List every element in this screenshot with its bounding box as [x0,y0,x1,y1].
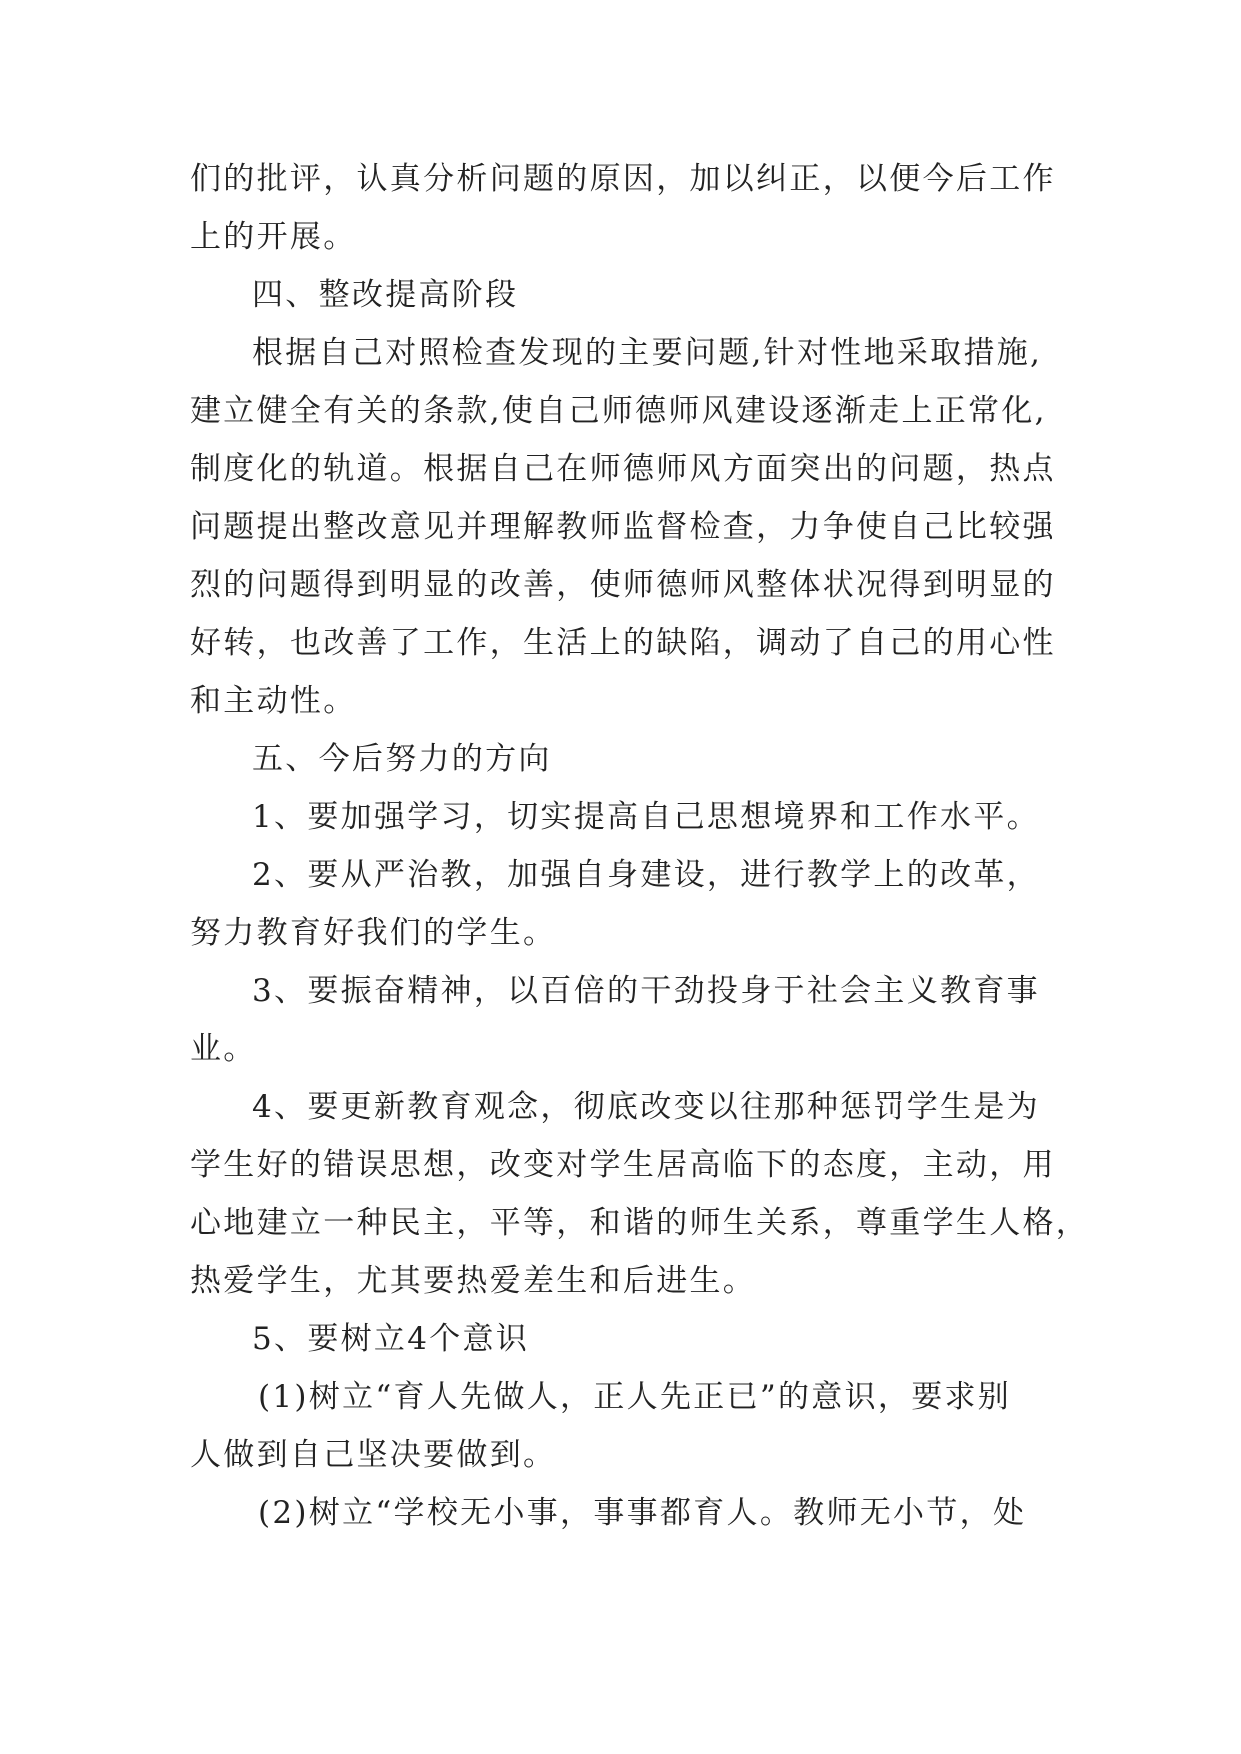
text-line: 努力教育好我们的学生。 [190,915,557,951]
text-line: 烈的问题得到明显的改善，使师德师风整体状况得到明显的 [190,567,1056,603]
sub-list-item: (1)树立“育人先做人，正人先正已”的意识，要求别 [258,1379,1012,1415]
text-line: 们的批评，认真分析问题的原因，加以纠正，以便今后工作 [190,161,1056,197]
document-body [190,150,1090,1542]
text-line: 建立健全有关的条款,使自己师德师风建设逐渐走上正常化, [190,393,1047,429]
list-item: 5、要树立4个意识 [252,1321,530,1357]
list-item: 4、要更新教育观念，彻底改变以往那种惩罚学生是为 [252,1089,1040,1125]
section-heading: 四、整改提高阶段 [252,277,519,313]
text-line: 热爱学生，尤其要热爱差生和后进生。 [190,1263,757,1299]
text-line: 制度化的轨道。根据自己在师德师风方面突出的问题，热点 [190,451,1056,487]
list-item: 1、要加强学习，切实提高自己思想境界和工作水平。 [252,799,1040,835]
text-line: 心地建立一种民主，平等，和谐的师生关系，尊重学生人格， [190,1205,1090,1241]
text-line: 学生好的错误思想，改变对学生居高临下的态度，主动，用 [190,1147,1056,1183]
text-line: 问题提出整改意见并理解教师监督检查，力争使自己比较强 [190,509,1056,545]
list-item: 3、要振奋精神，以百倍的干劲投身于社会主义教育事 [252,973,1040,1009]
text-line: 上的开展。 [190,219,357,255]
text-line: 和主动性。 [190,683,357,719]
section-heading: 五、今后努力的方向 [252,741,552,777]
text-line: 根据自己对照检查发现的主要问题,针对性地采取措施, [252,335,1043,371]
text-line: 业。 [190,1031,257,1067]
text-line: 人做到自己坚决要做到。 [190,1437,557,1473]
sub-list-item: (2)树立“学校无小事，事事都育人。教师无小节，处 [258,1495,1027,1531]
text-line: 好转，也改善了工作，生活上的缺陷，调动了自己的用心性 [190,625,1056,661]
list-item: 2、要从严治教，加强自身建设，进行教学上的改革， [252,857,1040,893]
